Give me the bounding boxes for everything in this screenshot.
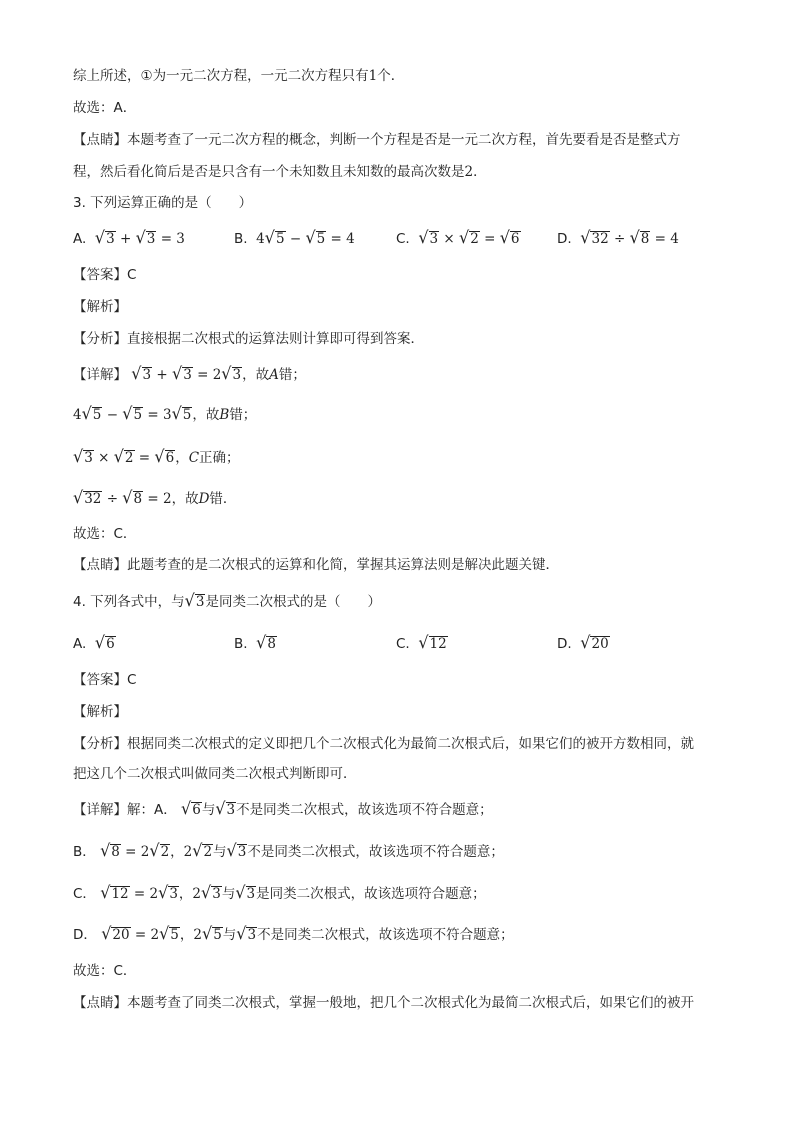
jiexi-3: 【解析】 xyxy=(73,299,127,315)
dianjing-4: 【点睛】本题考查了同类二次根式，掌握一般地，把几个二次根式化为最简二次根式后，如果它们的被开 xyxy=(73,995,694,1011)
choice-line: 故选：A． xyxy=(73,100,137,116)
sqrt: √2 xyxy=(459,227,479,248)
sqrt: √2 xyxy=(113,446,134,467)
choice-3: 故选：C． xyxy=(73,526,137,542)
sqrt: √3 xyxy=(226,840,247,861)
sqrt: √3 xyxy=(221,363,242,384)
sqrt: √3 xyxy=(184,590,205,611)
sqrt: √8 xyxy=(256,632,276,653)
choice-4: 故选：C． xyxy=(73,963,137,979)
q3-option-c: C. √3 × √2 = √6 xyxy=(396,227,520,248)
sqrt: √5 xyxy=(201,923,222,944)
sqrt: √3 xyxy=(73,446,93,467)
dianjing-line-1: 【点睛】本题考查了一元二次方程的概念，判断一个方程是否是一元二次方程，首先要看是否是整式方 xyxy=(73,132,681,148)
text: 程，然后看化简后是否是只含有一个未知数且未知数的最高次数是 xyxy=(73,164,465,180)
dianjing-3: 【点睛】此题考查的是二次根式的运算和化简，掌握其运算法则是解决此题关键． xyxy=(73,557,559,573)
xiangjie-3-a: 【详解】 √3 + √3 = 2√3，故A错； xyxy=(73,363,306,384)
sqrt: √2 xyxy=(192,840,213,861)
q4-option-d xyxy=(557,633,610,654)
q4-option-a xyxy=(73,633,116,654)
sqrt: √6 xyxy=(94,632,115,653)
sqrt: √3 xyxy=(135,227,156,248)
sqrt: √3 xyxy=(236,923,257,944)
text: 个． xyxy=(377,68,405,84)
q3-option-d: D. √32 ÷ √8 = 4 xyxy=(557,227,679,248)
sqrt: √6 xyxy=(181,798,201,819)
sqrt: √5 xyxy=(171,403,192,424)
sqrt: √12 xyxy=(100,882,129,903)
summary-line xyxy=(73,66,734,86)
answer-4: 【答案】C xyxy=(73,672,137,688)
tag: 【详解】 xyxy=(73,367,127,383)
fenxi-4-line-1: 【分析】根据同类二次根式的定义即把几个二次根式化为最简二次根式后，如果它们的被开方数相同，就 xyxy=(73,736,694,752)
sqrt: √3 xyxy=(94,227,115,248)
sqrt: √32 xyxy=(73,487,102,508)
fenxi-3: 【分析】直接根据二次根式的运算法则计算即可得到答案． xyxy=(73,331,424,347)
option-label: C. xyxy=(396,231,410,247)
jiexi-4: 【解析】 xyxy=(73,704,127,720)
text: 综上所述，①为一元二次方程，一元二次方程只有 xyxy=(73,68,369,84)
number: 2 xyxy=(464,164,474,180)
option-label: B. xyxy=(234,231,248,247)
sqrt: √20 xyxy=(101,923,130,944)
sqrt: √5 xyxy=(81,403,102,424)
question-3-stem: 3. 下列运算正确的是（ ） xyxy=(73,195,253,211)
answer-3: 【答案】C xyxy=(73,267,137,283)
q4-option-b xyxy=(234,633,277,654)
sqrt: √20 xyxy=(580,632,609,653)
sqrt: √8 xyxy=(100,840,120,861)
sqrt: √2 xyxy=(149,840,170,861)
sqrt: √3 xyxy=(235,882,256,903)
q3-option-a: A. √3 + √3 = 3 xyxy=(73,227,185,248)
number: 1 xyxy=(368,68,378,84)
option-label: A. xyxy=(73,231,87,247)
sqrt: √8 xyxy=(629,227,650,248)
sqrt: √6 xyxy=(154,446,175,467)
sqrt: √12 xyxy=(418,632,447,653)
xiangjie-3-b: 4√5 − √5 = 3√5，故B错； xyxy=(73,403,257,424)
fenxi-4-line-2: 把这几个二次根式叫做同类二次根式判断即可． xyxy=(73,766,357,782)
q3-option-b: B. 4√5 − √5 = 4 xyxy=(234,227,355,248)
q4-option-c xyxy=(396,633,448,654)
xiangjie-4-c: C． √12 = 2√3，2√3与√3是同类二次根式，故该选项符合题意； xyxy=(73,882,486,903)
xiangjie-4-b: B． √8 = 2√2，2√2与√3不是同类二次根式，故该选项不符合题意； xyxy=(73,840,504,861)
xiangjie-4-d: D． √20 = 2√5，2√5与√3不是同类二次根式，故该选项不符合题意； xyxy=(73,923,514,944)
sqrt: √3 xyxy=(131,363,152,384)
option-label: A. xyxy=(73,636,87,652)
sqrt: √5 xyxy=(264,227,285,248)
option-label: D. xyxy=(557,231,572,247)
option-label: C. xyxy=(396,636,410,652)
xiangjie-4-a: 【详解】解：A． √6与√3不是同类二次根式，故该选项不符合题意； xyxy=(73,798,493,819)
xiangjie-3-c: √3 × √2 = √6，C正确； xyxy=(73,446,240,467)
text: ． xyxy=(473,164,487,180)
question-4-stem: 4. 下列各式中，与√3是同类二次根式的是（ ） xyxy=(73,590,381,611)
sqrt: √3 xyxy=(172,363,192,384)
sqrt: √8 xyxy=(122,487,143,508)
sqrt: √3 xyxy=(201,882,221,903)
sqrt: √6 xyxy=(499,227,520,248)
sqrt: √3 xyxy=(418,227,439,248)
sqrt: √32 xyxy=(580,227,609,248)
sqrt: √5 xyxy=(159,923,179,944)
sqrt: √3 xyxy=(158,882,178,903)
sqrt: √3 xyxy=(215,798,236,819)
xiangjie-3-d: √32 ÷ √8 = 2，故D错． xyxy=(73,487,237,508)
sqrt: √5 xyxy=(122,403,143,424)
dianjing-line-2 xyxy=(73,162,734,182)
option-label: D. xyxy=(557,636,572,652)
sqrt: √5 xyxy=(305,227,326,248)
option-label: B. xyxy=(234,636,248,652)
